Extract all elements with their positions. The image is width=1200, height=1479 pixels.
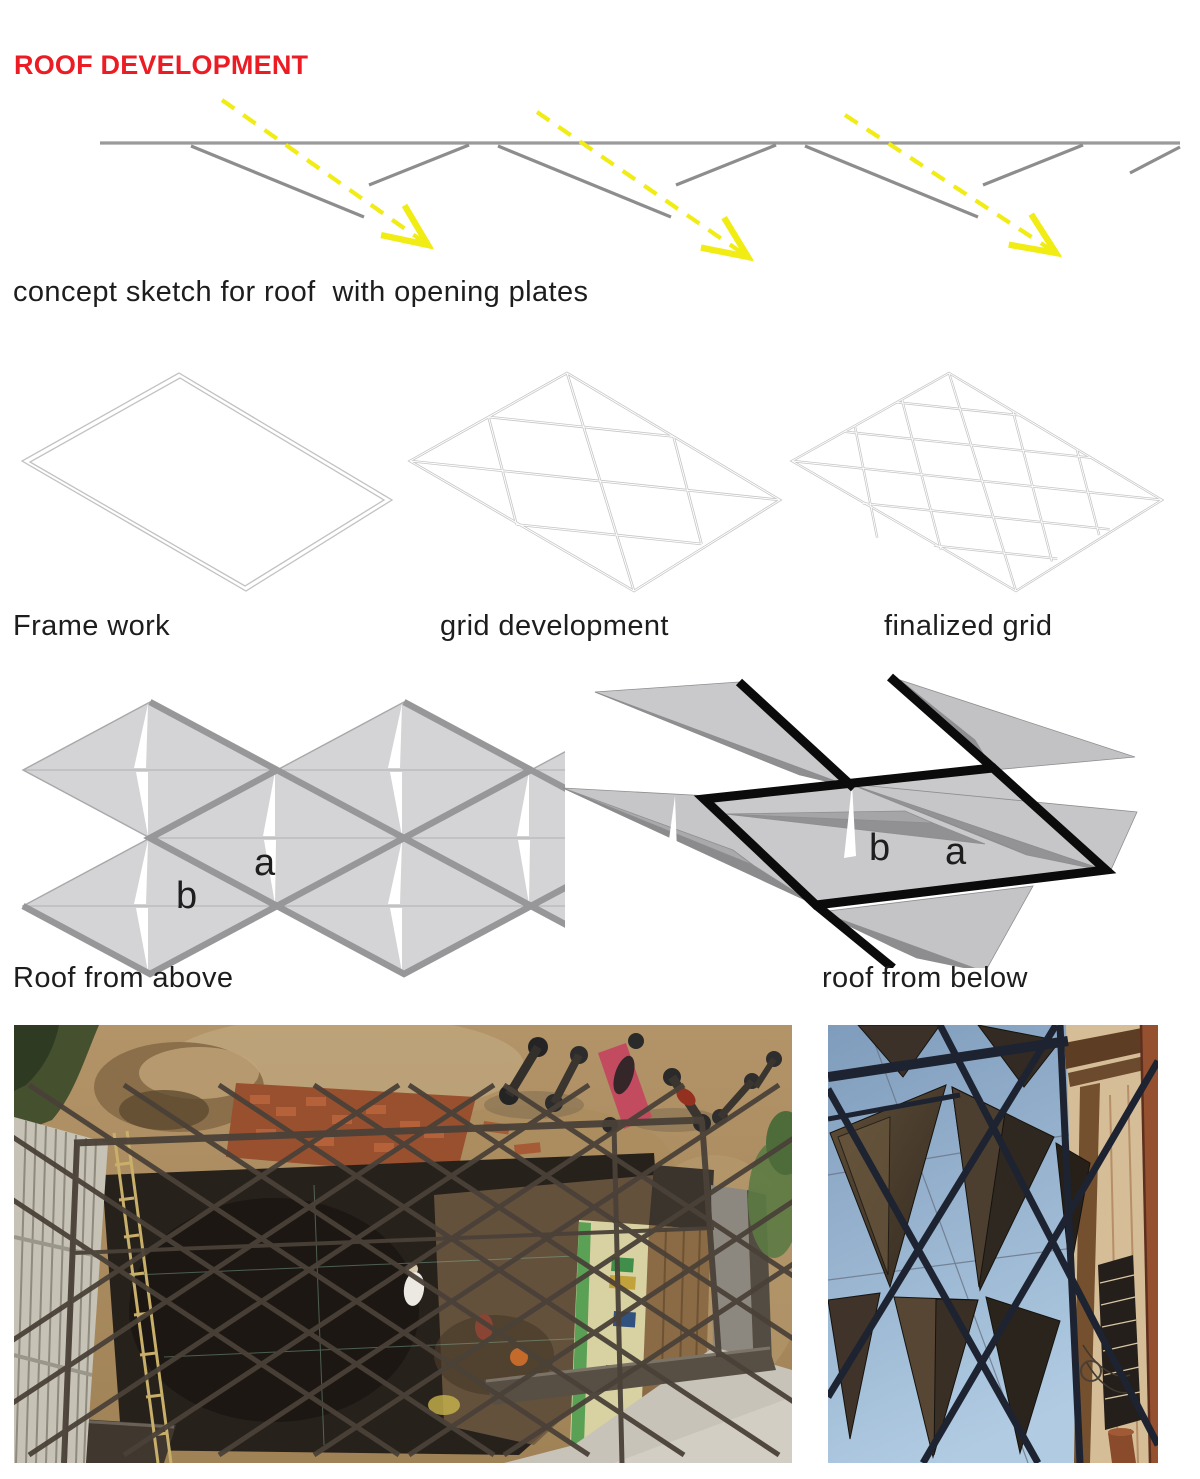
frame-work-diagram bbox=[14, 363, 406, 608]
final-grid-lines bbox=[792, 373, 1162, 591]
site-photo-content bbox=[14, 1025, 792, 1463]
grid-development-caption: grid development bbox=[440, 610, 669, 642]
roof-from-below-figure bbox=[555, 672, 1140, 968]
frame-outline bbox=[22, 373, 392, 591]
roof-photo-content bbox=[828, 1025, 1158, 1463]
grid-development-diagram bbox=[402, 363, 794, 608]
plate-label-a-below: a bbox=[945, 831, 967, 873]
concept-sketch-caption: concept sketch for roof with opening plates bbox=[13, 276, 589, 308]
roof-below-plates bbox=[563, 677, 1137, 968]
plate-label-b-below: b bbox=[869, 827, 891, 869]
plate-label-a-above: a bbox=[254, 842, 276, 884]
roof-below-caption: roof from below bbox=[822, 962, 1028, 994]
construction-site-photo bbox=[14, 1025, 792, 1463]
roof-from-above-figure bbox=[20, 690, 565, 982]
sun-direction-arrows bbox=[222, 100, 1056, 257]
finalized-grid-caption: finalized grid bbox=[884, 610, 1053, 642]
finalized-grid-diagram bbox=[784, 363, 1176, 608]
frame-work-caption: Frame work bbox=[13, 610, 171, 642]
page-title: ROOF DEVELOPMENT bbox=[14, 50, 309, 80]
roof-section-lines bbox=[100, 143, 1180, 217]
grid-dev-lines bbox=[410, 373, 780, 591]
plate-label-b-above: b bbox=[176, 875, 198, 917]
concept-sketch-figure bbox=[0, 95, 1200, 270]
roof-above-caption: Roof from above bbox=[13, 962, 234, 994]
roof-plates-photo bbox=[828, 1025, 1158, 1463]
roof-above-plates bbox=[23, 702, 565, 974]
